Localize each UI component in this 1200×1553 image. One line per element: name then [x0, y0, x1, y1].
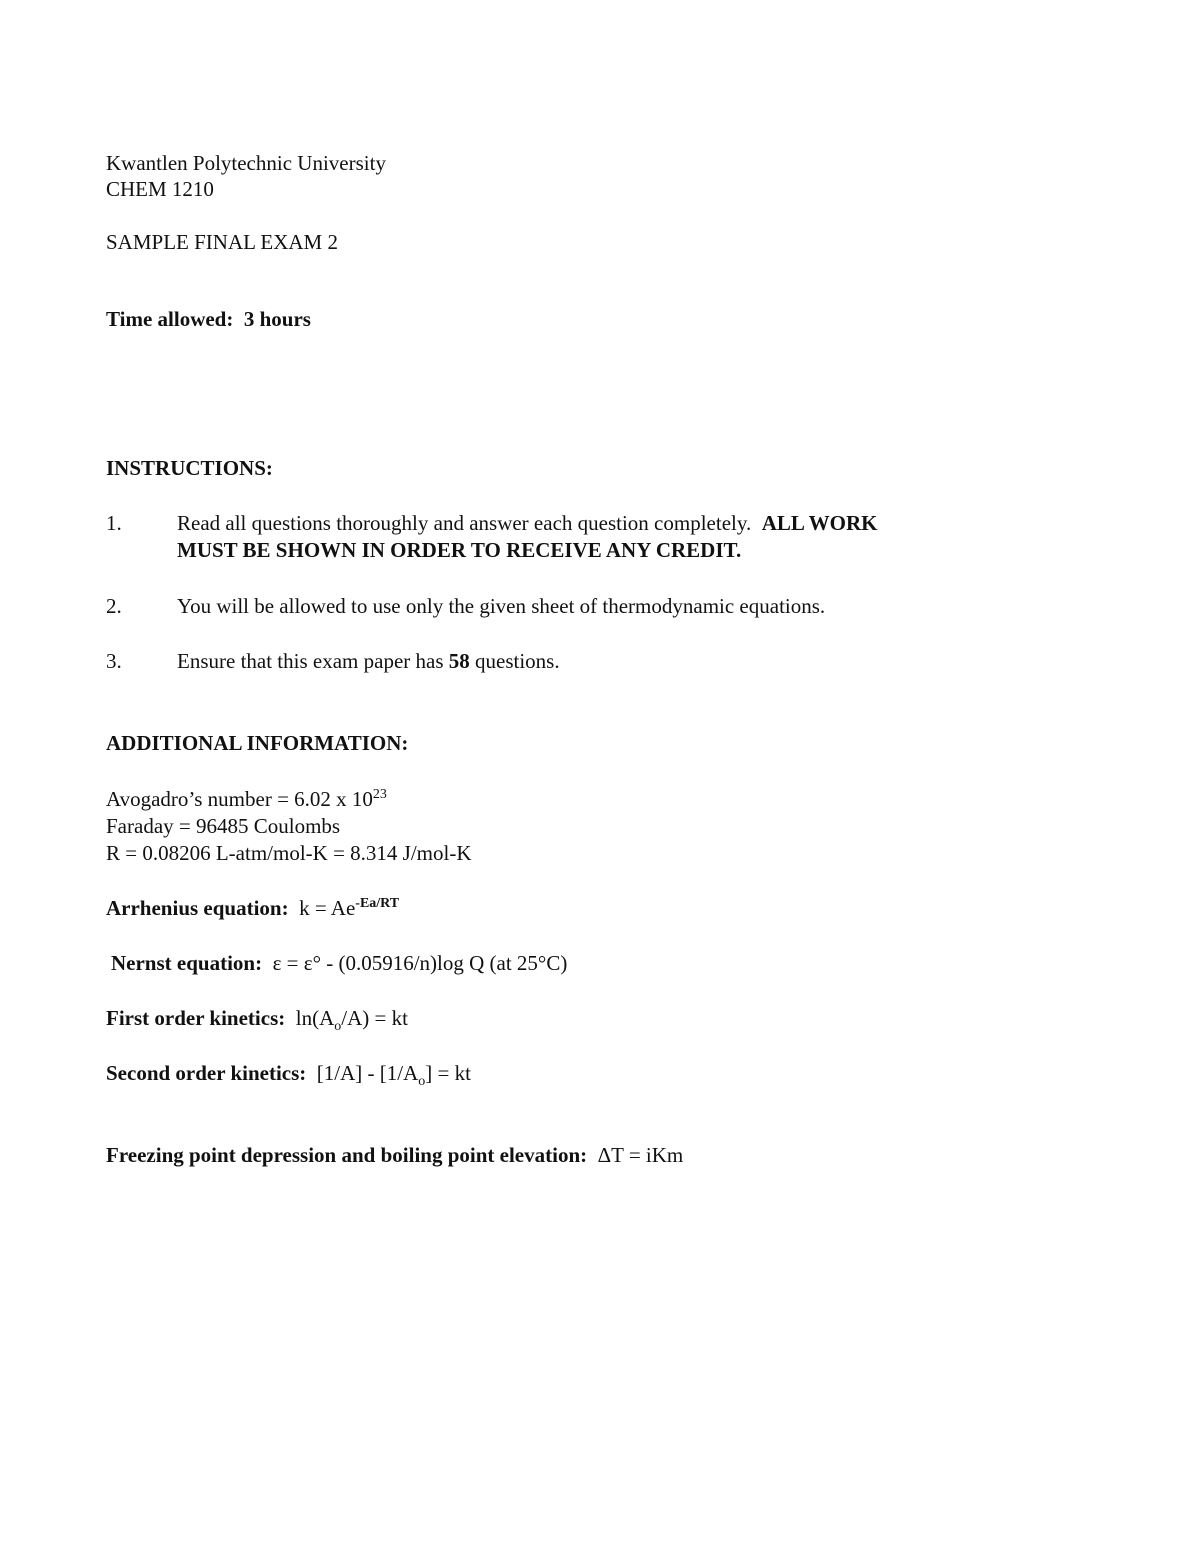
exam-title: SAMPLE FINAL EXAM 2 [106, 230, 338, 254]
freezing-boiling-equation [106, 1142, 683, 1169]
avogadro-number [106, 786, 387, 813]
avogadro-exponent: 23 [372, 787, 387, 802]
instruction-text-line [177, 648, 560, 675]
freezing-formula: ΔT = iKm [597, 1143, 684, 1167]
time-label: Time allowed: [106, 307, 234, 331]
first-order-post: /A) = kt [341, 1006, 408, 1030]
freezing-label: Freezing point depression and boiling point elevation: [106, 1143, 588, 1167]
first-order-pre: ln(A [295, 1006, 335, 1030]
arrhenius-base: k = Ae [299, 896, 356, 920]
nernst-equation [111, 950, 567, 977]
second-order-pre: [1/A] - [1/A [316, 1061, 419, 1085]
question-count: 58 [448, 649, 470, 673]
time-allowed [106, 306, 311, 333]
second-order-post: ] = kt [425, 1061, 471, 1085]
avogadro-base: Avogadro’s number = 6.02 x 10 [106, 787, 373, 811]
arrhenius-equation [106, 895, 399, 922]
instruction-text-line [177, 510, 877, 537]
instruction-emphasis-1: ALL WORK [761, 511, 878, 535]
instructions-heading: INSTRUCTIONS: [106, 456, 273, 480]
arrhenius-label: Arrhenius equation: [106, 896, 289, 920]
instruction-text-before: Ensure that this exam paper has [177, 649, 444, 673]
instruction-number: 1. [106, 511, 122, 535]
second-order-sub: o [418, 1074, 426, 1090]
instruction-number: 2. [106, 594, 122, 618]
second-order-label: Second order kinetics: [106, 1061, 307, 1085]
institution-name: Kwantlen Polytechnic University [106, 151, 386, 175]
instruction-text: You will be allowed to use only the given sheet of thermodynamic equations. [177, 594, 826, 618]
instruction-emphasis-2: MUST BE SHOWN IN ORDER TO RECEIVE ANY CREDIT. [177, 538, 742, 562]
arrhenius-exponent: -Ea/RT [355, 896, 400, 911]
gas-constant: R = 0.08206 L-atm/mol-K = 8.314 J/mol-K [106, 841, 472, 865]
faraday-constant: Faraday = 96485 Coulombs [106, 814, 341, 838]
time-value: 3 hours [243, 307, 311, 331]
nernst-label: Nernst equation: [111, 951, 263, 975]
instruction-text: Read all questions thoroughly and answer each question completely. [177, 511, 752, 535]
second-order-kinetics [106, 1060, 471, 1090]
additional-info-heading: ADDITIONAL INFORMATION: [106, 731, 409, 755]
first-order-kinetics [106, 1005, 408, 1035]
first-order-sub: o [334, 1019, 342, 1035]
first-order-label: First order kinetics: [106, 1006, 286, 1030]
nernst-formula: ε = ε° - (0.05916/n)log Q (at 25°C) [272, 951, 568, 975]
instruction-number: 3. [106, 649, 122, 673]
instruction-text-after: questions. [475, 649, 560, 673]
course-code: CHEM 1210 [106, 177, 214, 201]
